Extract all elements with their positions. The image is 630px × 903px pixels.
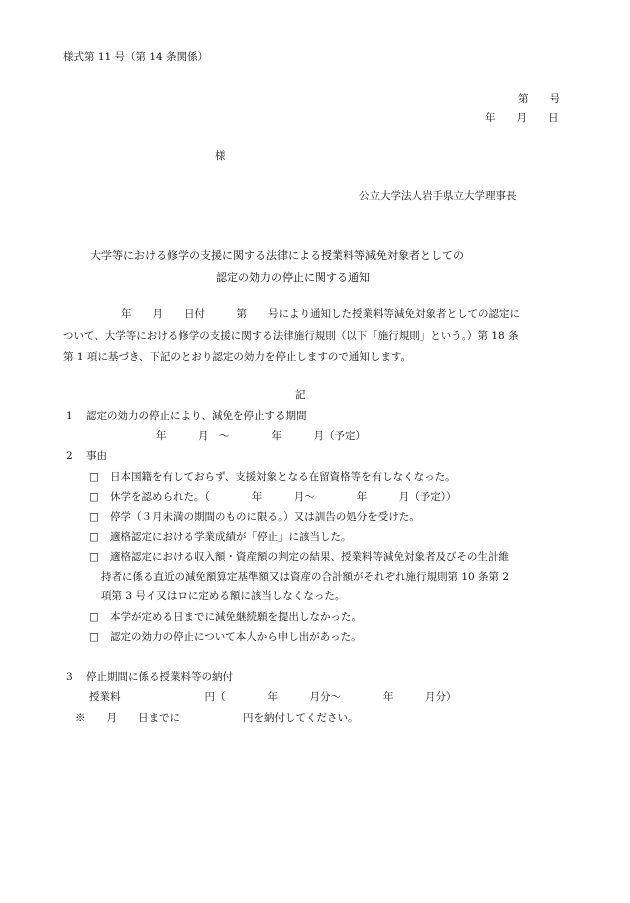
reason-3-text: 停学（３月未満の期間のものに限る。）又は訓告の処分を受けた。: [110, 511, 420, 523]
notice-title-line-2: 認定の効力の停止に関する通知: [216, 271, 370, 284]
reason-2-checkbox[interactable]: □: [89, 491, 99, 503]
reason-7-checkbox[interactable]: □: [89, 631, 99, 643]
item-2-text: 事由: [86, 450, 107, 462]
reason-4-checkbox[interactable]: □: [89, 531, 99, 543]
body-line-1: 年 月 日付 第 号により通知した授業料等減免対象者としての認定に: [121, 308, 520, 320]
notice-title-line-1: 大学等における修学の支援に関する法律による授業料等減免対象者としての: [90, 249, 464, 262]
item-2-number: 2: [66, 450, 73, 462]
form-label: 様式第 11 号（第 14 条関係）: [63, 51, 209, 63]
item-3-text: 停止期間に係る授業料等の納付: [86, 671, 233, 683]
reason-1-text: 日本国籍を有しておらず、支援対象となる在留資格等を有しなくなった。: [110, 471, 456, 483]
item-1-number: 1: [66, 410, 73, 422]
reason-1-checkbox[interactable]: □: [89, 471, 99, 483]
reason-5-text-continued-2: 項第 3 号イ又はロに定める額に該当しなくなった。: [101, 590, 346, 602]
item-1-period: 年 月 ～ 年 月（予定）: [156, 430, 366, 442]
body-line-3: 第 1 項に基づき、下記のとおり認定の効力を停止しますので通知します。: [63, 351, 412, 363]
issue-date: 年 月 日: [485, 112, 559, 124]
document-number: 第 号: [518, 93, 560, 105]
tuition-fee-line: 授業料 円（ 年 月分～ 年 月分）: [89, 691, 457, 703]
reason-5-checkbox[interactable]: □: [89, 551, 99, 563]
reason-7-text: 認定の効力の停止について本人から申し出があった。: [110, 631, 362, 643]
record-heading: 記: [295, 389, 306, 401]
body-line-2: ついて、大学等における修学の支援に関する法律施行規則（以下「施行規則」という。）第 18 条: [63, 330, 519, 342]
reason-6-text: 本学が定める日までに減免継続願を提出しなかった。: [110, 611, 362, 623]
reason-5-text-continued-1: 持者に係る直近の減免額算定基準額又は資産の合計額がそれぞれ施行規則第 10 条第 2: [101, 571, 510, 583]
reason-6-checkbox[interactable]: □: [89, 611, 99, 623]
item-1-text: 認定の効力の停止により、減免を停止する期間: [86, 410, 307, 422]
addressee-suffix: 様: [215, 150, 226, 162]
payment-note: ※ 月 日までに 円を納付してください。: [75, 712, 359, 724]
issuer-name: 公立大学法人岩手県立大学理事長: [359, 190, 517, 202]
item-3-number: 3: [66, 671, 73, 683]
reason-3-checkbox[interactable]: □: [89, 511, 99, 523]
reason-5-text: 適格認定における収入額・資産額の判定の結果、授業料等減免対象者及びその生計維: [110, 551, 509, 563]
reason-2-text: 休学を認められた。（ 年 月～ 年 月（予定））: [110, 491, 457, 503]
reason-4-text: 適格認定における学業成績が「停止」に該当した。: [110, 531, 352, 543]
